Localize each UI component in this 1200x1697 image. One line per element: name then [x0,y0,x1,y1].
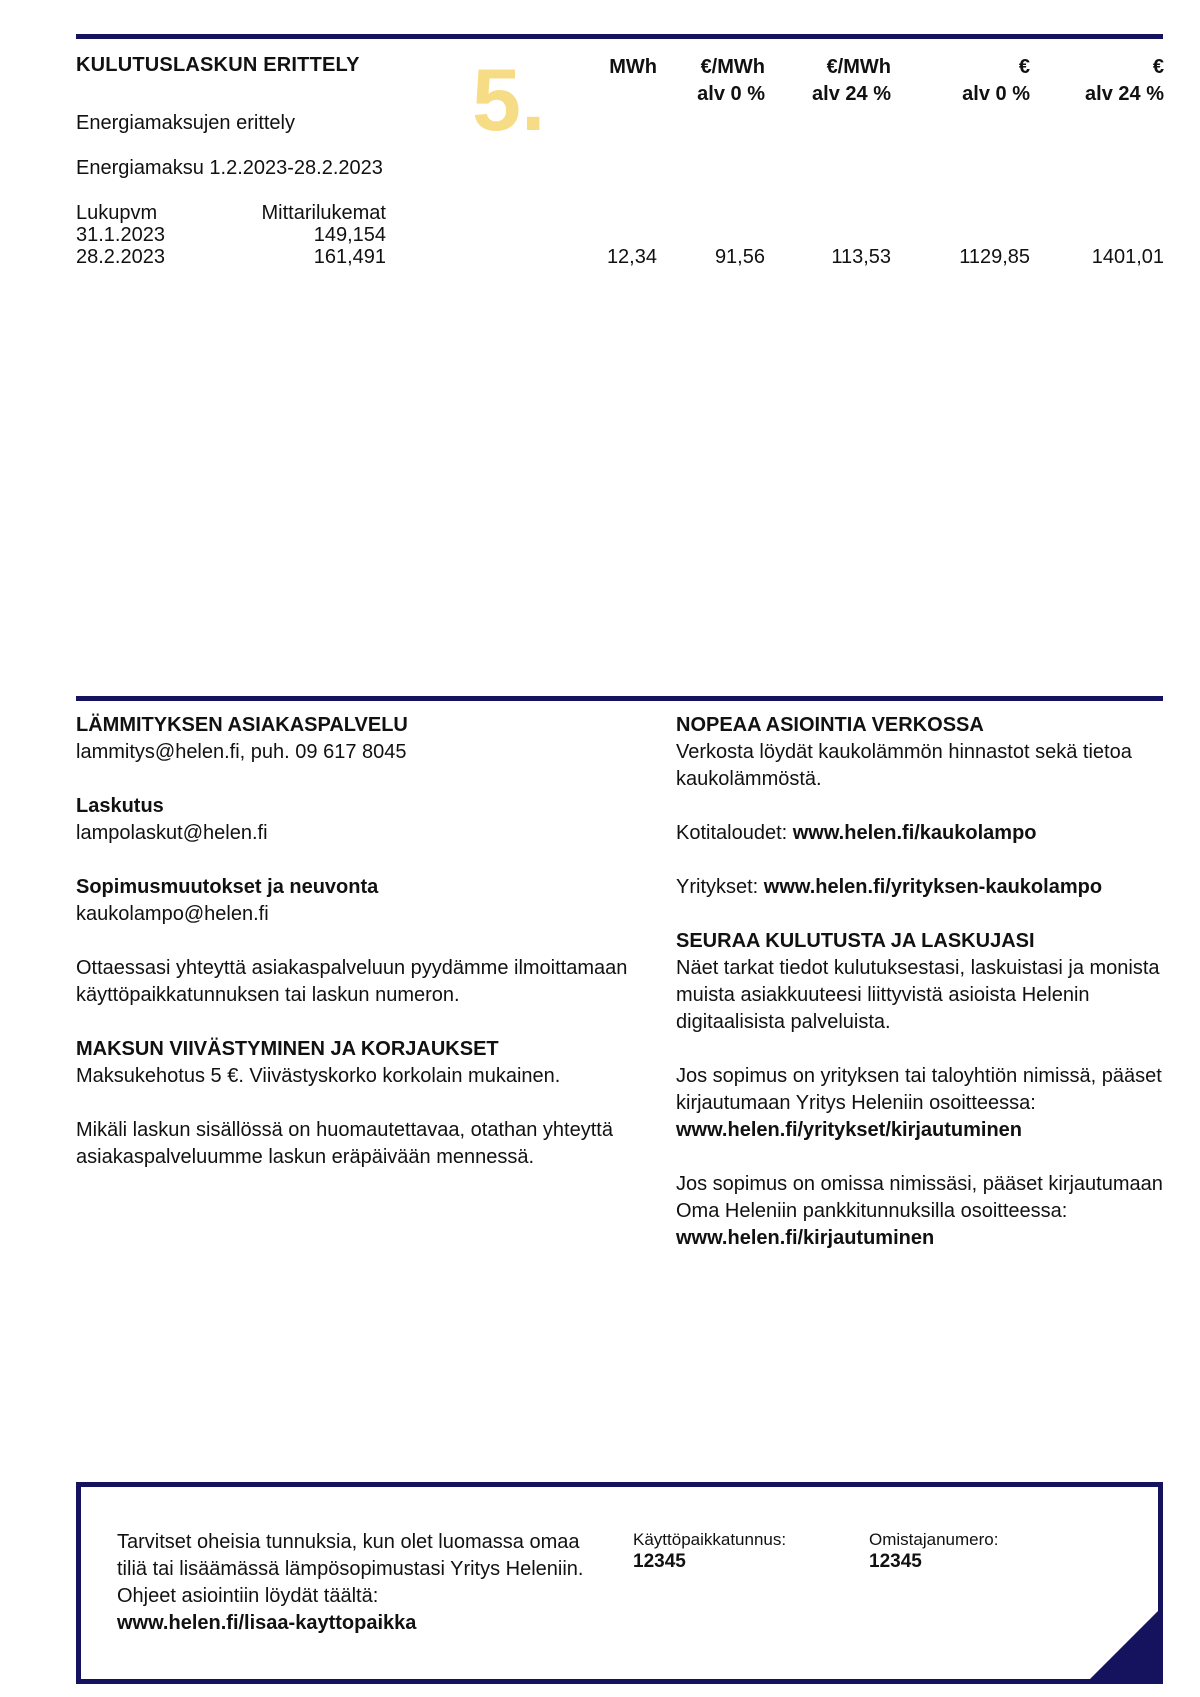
top-divider [76,34,1163,39]
identifier-info [117,1529,607,1637]
online-title: NOPEAA ASIOINTIA VERKOSSA [676,714,984,736]
value-price-alv0: 91,56 [714,246,765,268]
meter-dates [76,202,165,268]
contact-note: Ottaessasi yhteyttä asiakaspalveluun pyydämme ilmoittamaan käyttöpaikkatunnuksen tai laskun numeron. [76,957,628,1006]
value-sum-alv0: 1129,85 [959,246,1030,268]
service-contact: lammitys@helen.fi, puh. 09 617 8045 [76,741,407,763]
customer-service-column [76,712,636,1198]
owner-id [869,1529,998,1573]
column-header-mwh: MWh [609,56,657,78]
owner-label: Omistajanumero: [869,1530,999,1549]
section-title: KULUTUSLASKUN ERITTELY [76,54,360,76]
identifier-box [76,1482,1163,1684]
billing-period: Energiamaksu 1.2.2023-28.2.2023 [76,157,383,179]
section-number: 5. [472,50,546,149]
add-usage-place-link[interactable]: www.helen.fi/lisaa-kayttopaikka [117,1612,417,1634]
contract-title: Sopimusmuutokset ja neuvonta [76,876,379,898]
column-header-price-alv0: €/MWh alv 0 % [697,56,765,105]
owner-value: 12345 [869,1551,922,1572]
billing-title: Laskutus [76,795,164,817]
column-header-price-alv24: €/MWh alv 24 % [812,56,891,105]
late-payment-text: Maksukehotus 5 €. Viivästyskorko korkolain mukainen. [76,1065,561,1087]
homes-line [676,820,1176,847]
reading-value: 161,491 [313,246,386,268]
date-header: Lukupvm [76,202,158,224]
company-login-link[interactable]: www.helen.fi/yritykset/kirjautuminen [676,1119,1023,1141]
online-services-column [676,712,1176,1279]
own-login-text: Jos sopimus on omissa nimissäsi, pääset kirjautumaan Oma Heleniin pankkitunnuksilla osoitteessa: [676,1173,1163,1222]
follow-text: Näet tarkat tiedot kulutuksestasi, laskuistasi ja monista muista asiakkuuteesi liittyvistä asioista Helenin digitaalisista palveluista. [676,957,1160,1033]
companies-line [676,874,1176,901]
service-title: LÄMMITYKSEN ASIAKASPALVELU [76,714,408,736]
homes-label: Kotitaloudet: [676,822,793,844]
corner-triangle-icon [1088,1609,1160,1681]
meter-readings [246,202,386,268]
late-payment-title: MAKSUN VIIVÄSTYMINEN JA KORJAUKSET [76,1038,499,1060]
companies-label: Yritykset: [676,876,764,898]
column-header-sum-alv24: € alv 24 % [1085,56,1164,105]
date-value: 28.2.2023 [76,246,165,268]
online-text: Verkosta löydät kaukolämmön hinnastot sekä tietoa kaukolämmöstä. [676,741,1132,790]
billing-email: lampolaskut@helen.fi [76,822,268,844]
column-header-sum-alv0: € alv 0 % [962,56,1030,105]
usage-place-label: Käyttöpaikkatunnus: [633,1530,787,1549]
reading-header: Mittarilukemat [261,202,386,224]
reading-value: 149,154 [313,224,386,246]
value-mwh: 12,34 [606,246,657,268]
identifier-text: Tarvitset oheisia tunnuksia, kun olet luomassa omaa tiliä tai lisäämässä lämpösopimustasi Yritys Heleniin. Ohjeet asiointiin löydät täältä: [117,1531,584,1607]
date-value: 31.1.2023 [76,224,165,246]
value-price-alv24: 113,53 [831,246,891,268]
usage-place-value: 12345 [633,1551,686,1572]
value-sum-alv24: 1401,01 [1091,246,1164,268]
remark-text: Mikäli laskun sisällössä on huomautettavaa, otathan yhteyttä asiakaspalveluumme laskun eräpäivään mennessä. [76,1119,613,1168]
middle-divider [76,696,1163,701]
contract-email: kaukolampo@helen.fi [76,903,269,925]
usage-place-id [633,1529,786,1573]
companies-link[interactable]: www.helen.fi/yrityksen-kaukolampo [763,876,1103,898]
subtitle: Energiamaksujen erittely [76,112,295,134]
company-login-text: Jos sopimus on yrityksen tai taloyhtiön nimissä, pääset kirjautumaan Yritys Heleniin osoitteessa: [676,1065,1162,1114]
own-login-link[interactable]: www.helen.fi/kirjautuminen [676,1227,935,1249]
homes-link[interactable]: www.helen.fi/kaukolampo [792,822,1037,844]
follow-title: SEURAA KULUTUSTA JA LASKUJASI [676,930,1035,952]
